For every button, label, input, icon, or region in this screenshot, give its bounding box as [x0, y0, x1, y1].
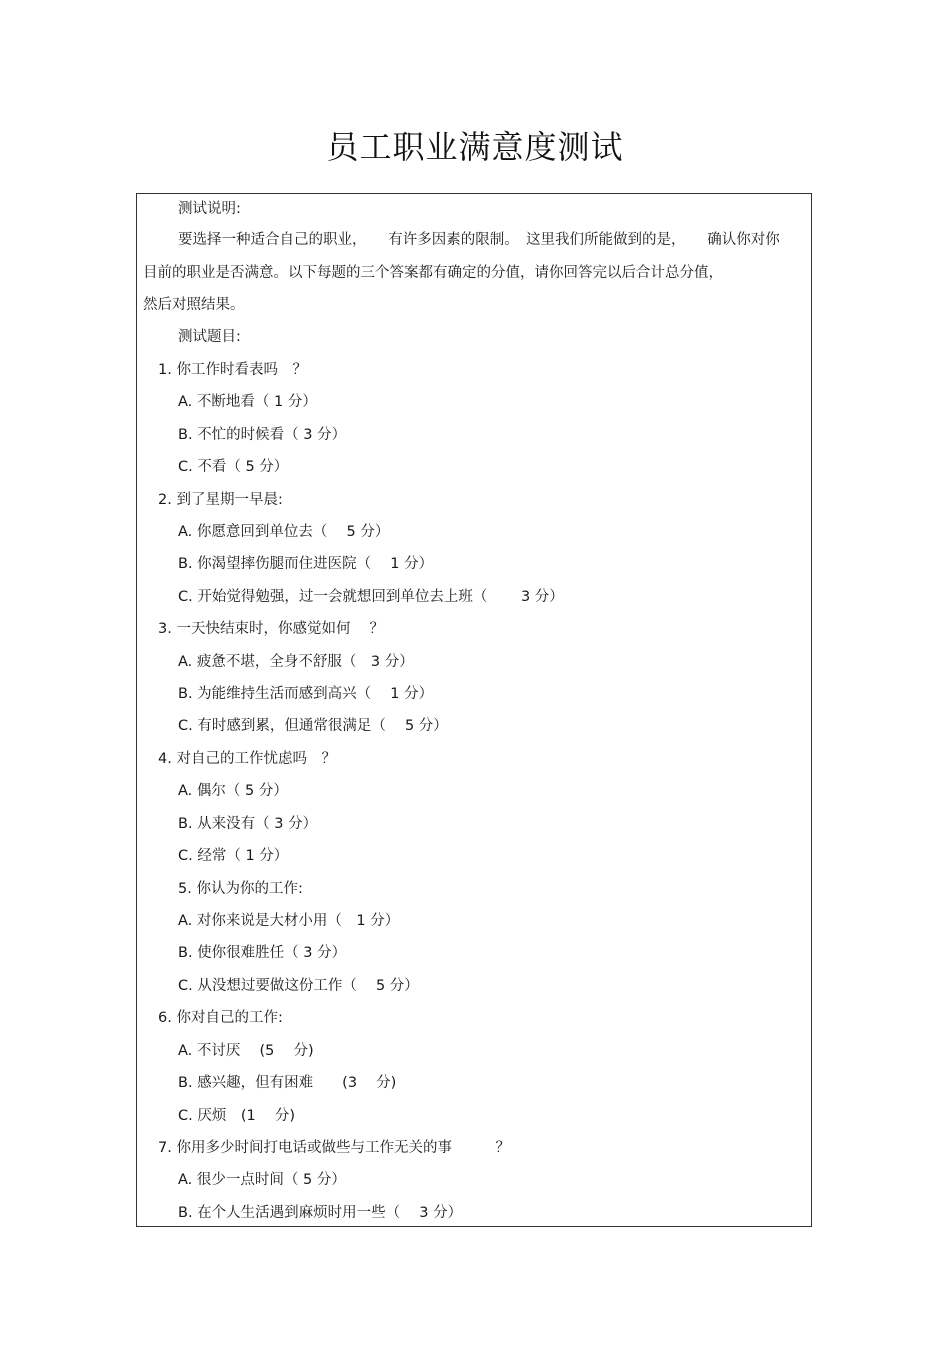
question-3: 3. 一天快结束时，你感觉如何 ？	[158, 621, 385, 637]
option-1a: A. 不断地看（ 1 分）	[178, 394, 317, 410]
option-2c: C. 开始觉得勉强，过一会就想回到单位去上班（ 3 分）	[178, 589, 564, 605]
option-7a: A. 很少一点时间（ 5 分）	[178, 1172, 346, 1188]
question-6: 6. 你对自己的工作:	[158, 1010, 283, 1026]
option-5b: B. 使你很难胜任（ 3 分）	[178, 945, 347, 961]
question-1: 1. 你工作时看表吗 ？	[158, 362, 307, 378]
question-5: 5. 你认为你的工作:	[178, 881, 303, 897]
option-2b: B. 你渴望摔伤腿而住进医院（ 1 分）	[178, 556, 434, 572]
option-6b: B. 感兴趣，但有困难 (3 分)	[178, 1075, 397, 1091]
option-4b: B. 从来没有（ 3 分）	[178, 816, 318, 832]
content-box	[136, 193, 812, 1227]
questions-heading: 测试题目:	[178, 329, 241, 345]
option-7b: B. 在个人生活遇到麻烦时用一些（ 3 分）	[178, 1205, 463, 1221]
option-1b: B. 不忙的时候看（ 3 分）	[178, 427, 347, 443]
option-5c: C. 从没想过要做这份工作（ 5 分）	[178, 978, 419, 994]
option-4c: C. 经常（ 1 分）	[178, 848, 289, 864]
option-2a: A. 你愿意回到单位去（ 5 分）	[178, 524, 390, 540]
option-1c: C. 不看（ 5 分）	[178, 459, 289, 475]
option-6c: C. 厌烦 (1 分)	[178, 1108, 295, 1124]
option-4a: A. 偶尔（ 5 分）	[178, 783, 288, 799]
option-3a: A. 疲惫不堪，全身不舒服（ 3 分）	[178, 654, 414, 670]
intro-line-1: 要选择一种适合自己的职业， 有许多因素的限制。 这里我们所能做到的是， 确认你对你	[178, 232, 780, 248]
intro-line-2: 目前的职业是否满意。以下每题的三个答案都有确定的分值，请你回答完以后合计总分值，	[143, 265, 723, 281]
question-2: 2. 到了星期一早晨:	[158, 492, 283, 508]
intro-heading: 测试说明:	[178, 201, 241, 217]
option-6a: A. 不讨厌 (5 分)	[178, 1043, 314, 1059]
question-7: 7. 你用多少时间打电话或做些与工作无关的事 ？	[158, 1140, 510, 1156]
option-3b: B. 为能维持生活而感到高兴（ 1 分）	[178, 686, 434, 702]
option-5a: A. 对你来说是大材小用（ 1 分）	[178, 913, 400, 929]
intro-line-3: 然后对照结果。	[143, 297, 245, 313]
page-title: 员工职业满意度测试	[326, 128, 624, 166]
question-4: 4. 对自己的工作忧虑吗 ？	[158, 751, 336, 767]
option-3c: C. 有时感到累，但通常很满足（ 5 分）	[178, 718, 448, 734]
